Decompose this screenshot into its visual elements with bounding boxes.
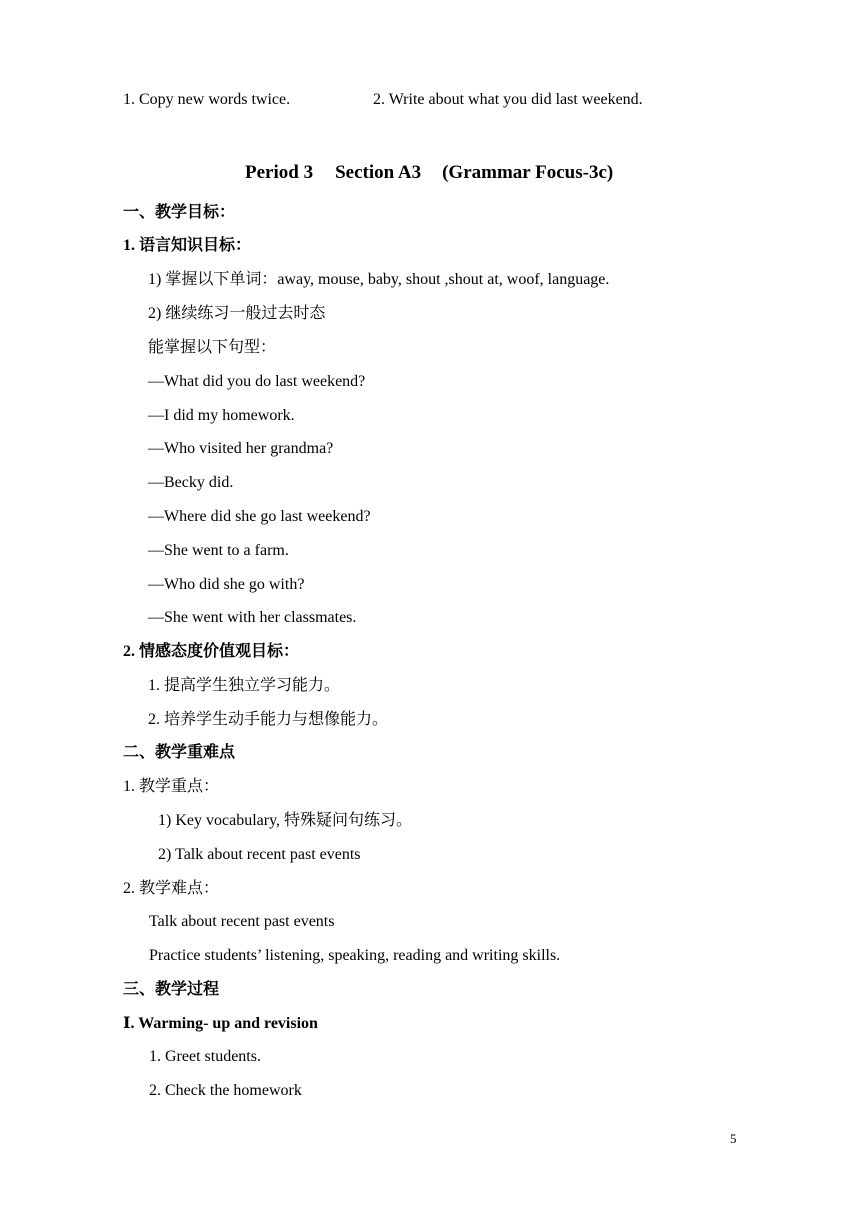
affective-item: 2. 培养学生动手能力与想像能力。	[148, 711, 389, 728]
lesson-title	[245, 161, 613, 185]
focus-item: 2) Talk about recent past events	[158, 846, 361, 863]
focus-heading: 1. 教学重点：	[123, 778, 220, 795]
difficulty-heading: 2. 教学难点：	[123, 880, 220, 897]
step1-item: 1. Greet students.	[149, 1048, 261, 1065]
patterns-intro: 能掌握以下句型：	[148, 339, 277, 356]
difficulty-item: Talk about recent past events	[149, 913, 335, 930]
pattern-line: —What did you do last weekend?	[148, 373, 366, 390]
step1-heading: Ⅰ. Warming- up and revision	[123, 1015, 318, 1032]
homework-item-1: 1. Copy new words twice.	[123, 91, 291, 108]
knowledge-heading: 1. 语言知识目标：	[123, 237, 252, 254]
pattern-line: —She went to a farm.	[148, 542, 289, 559]
step1-item: 2. Check the homework	[149, 1082, 302, 1099]
title-focus: (Grammar Focus-3c)	[442, 162, 614, 183]
pattern-line: —I did my homework.	[148, 407, 295, 424]
pattern-line: —She went with her classmates.	[148, 609, 357, 626]
knowledge-tense: 2) 继续练习一般过去时态	[148, 305, 326, 322]
pattern-line: —Who visited her grandma?	[148, 440, 334, 457]
objectives-heading: 一、教学目标：	[123, 204, 236, 221]
title-period: Period 3	[245, 162, 314, 183]
homework-item-2: 2. Write about what you did last weekend.	[373, 91, 643, 108]
key-points-heading: 二、教学重难点	[123, 744, 236, 761]
title-section: Section A3	[335, 162, 422, 183]
knowledge-words: 1) 掌握以下单词：away, mouse, baby, shout ,shout at, woof, language.	[148, 271, 610, 288]
pattern-line: —Who did she go with?	[148, 576, 305, 593]
pattern-line: —Where did she go last weekend?	[148, 508, 371, 525]
affective-item: 1. 提高学生独立学习能力。	[148, 677, 341, 694]
focus-item: 1) Key vocabulary, 特殊疑问句练习。	[158, 812, 413, 829]
page-number: 5	[730, 1131, 737, 1146]
pattern-line: —Becky did.	[148, 474, 234, 491]
affective-heading: 2. 情感态度价值观目标：	[123, 643, 300, 660]
process-heading: 三、教学过程	[123, 981, 220, 998]
difficulty-item: Practice students’ listening, speaking, reading and writing skills.	[149, 947, 561, 964]
